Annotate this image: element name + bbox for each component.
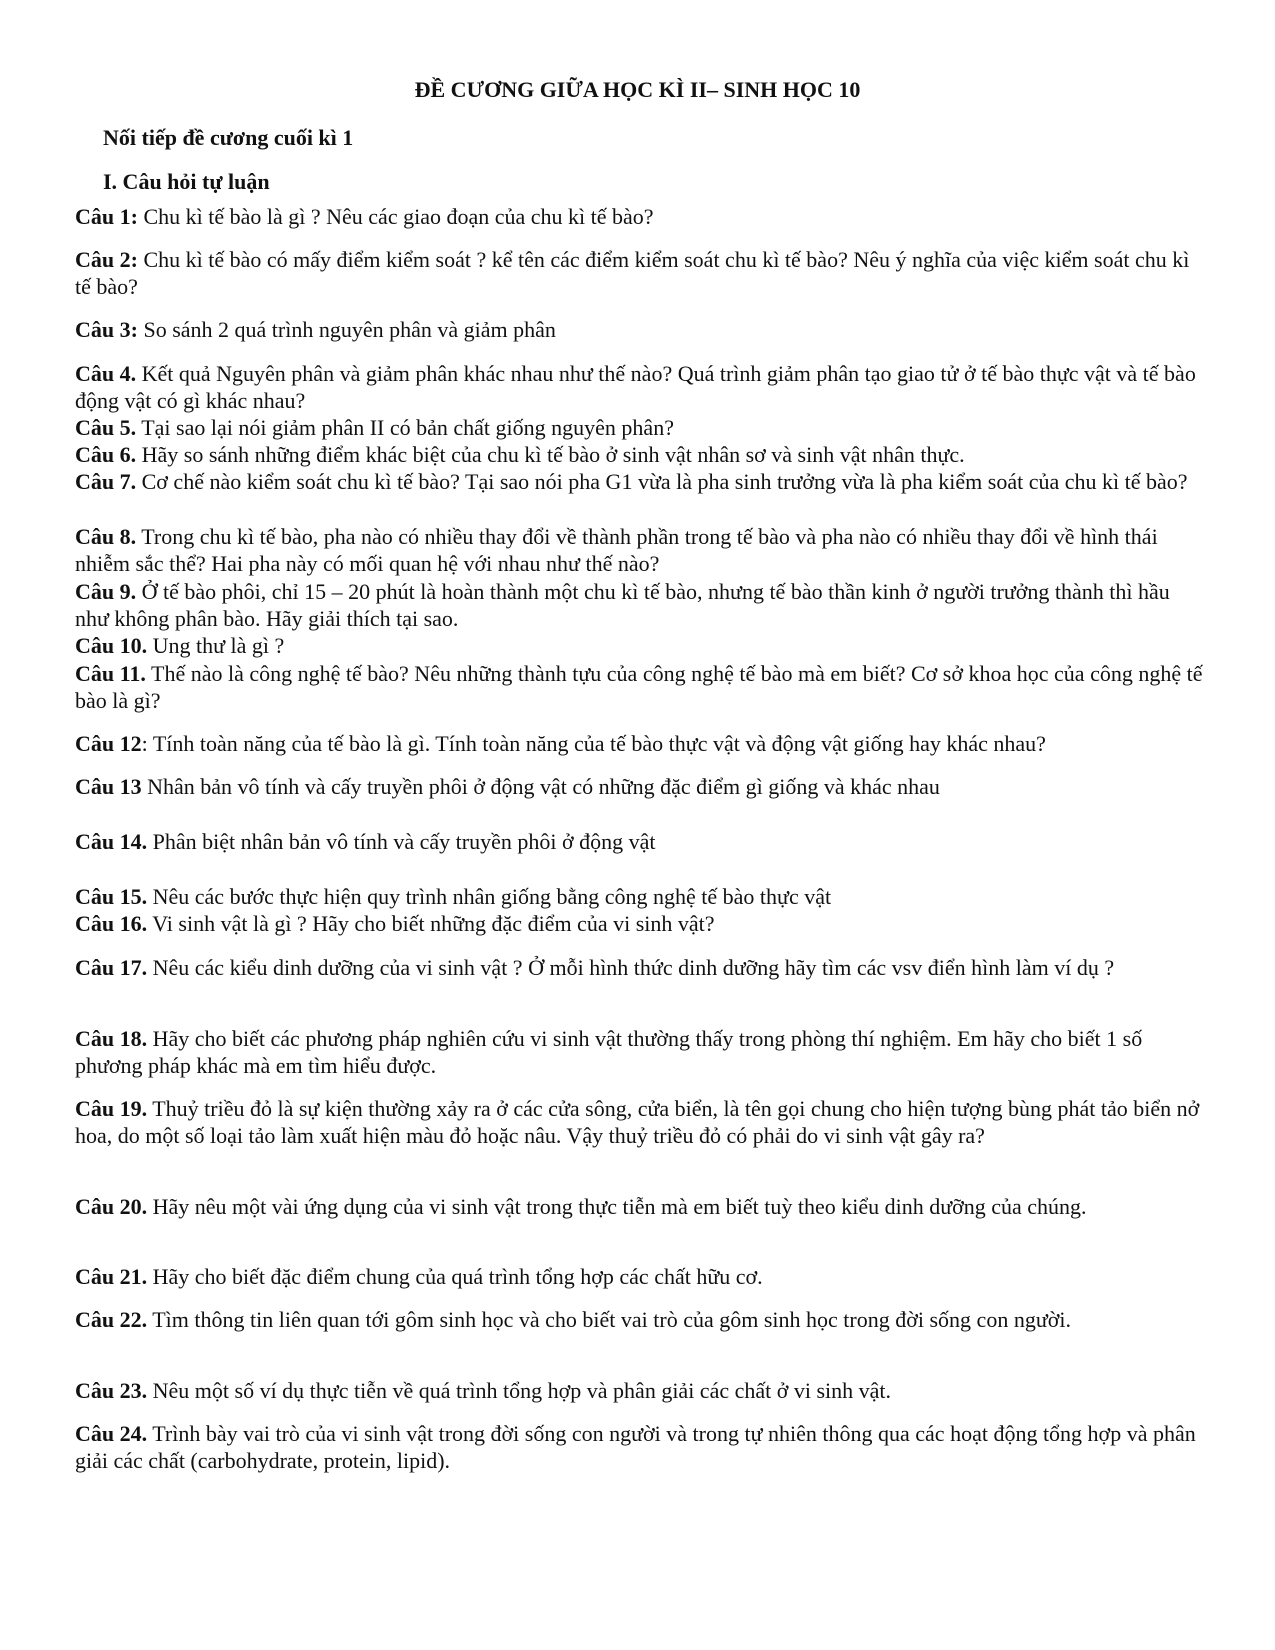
question-text: Hãy nêu một vài ứng dụng của vi sinh vật trong thực tiễn mà em biết tuỳ theo kiểu dinh dưỡng của chúng.: [147, 1194, 1087, 1219]
question-1: [75, 203, 1205, 230]
question-label: Câu 16.: [75, 911, 148, 936]
question-label: Câu 12: [75, 731, 142, 756]
question-24: [75, 1420, 1205, 1474]
document-title: ĐỀ CƯƠNG GIỮA HỌC KÌ II– SINH HỌC 10: [414, 77, 861, 102]
question-13: [75, 773, 1205, 800]
question-15: [75, 883, 1205, 910]
question-label: Câu 13: [75, 774, 142, 799]
question-label: Câu 5.: [75, 415, 137, 440]
question-2: [75, 246, 1205, 300]
question-text: So sánh 2 quá trình nguyên phân và giảm phân: [137, 317, 556, 342]
question-label: Câu 24.: [75, 1421, 148, 1446]
question-label: Câu 4.: [75, 361, 137, 386]
question-text: Phân biệt nhân bản vô tính và cấy truyền phôi ở động vật: [147, 829, 656, 854]
question-12: [75, 730, 1205, 757]
question-23: [75, 1377, 1205, 1404]
question-text: Cơ chế nào kiểm soát chu kì tế bào? Tại sao nói pha G1 vừa là pha sinh trưởng vừa là pha kiểm soát của chu kì tế bào?: [136, 469, 1188, 494]
question-label: Câu 14.: [75, 829, 148, 854]
question-text: Ung thư là gì ?: [147, 633, 285, 658]
question-text: Nêu một số ví dụ thực tiễn về quá trình tổng hợp và phân giải các chất ở vi sinh vật.: [147, 1378, 892, 1403]
question-6: [75, 441, 1205, 468]
question-label: Câu 22.: [75, 1307, 148, 1332]
question-label: Câu 20.: [75, 1194, 148, 1219]
question-label: Câu 8.: [75, 524, 137, 549]
question-text: : Tính toàn năng của tế bào là gì. Tính toàn năng của tế bào thực vật và động vật giống hay khác nhau?: [141, 731, 1046, 756]
section-heading: I. Câu hỏi tự luận: [103, 169, 270, 194]
question-7: [75, 468, 1205, 495]
question-label: Câu 3:: [75, 317, 138, 342]
question-label: Câu 21.: [75, 1264, 148, 1289]
question-text: Chu kì tế bào có mấy điểm kiểm soát ? kể tên các điểm kiểm soát chu kì tế bào? Nêu ý nghĩa của việc kiểm soát chu kì tế bào?: [75, 247, 1190, 299]
question-21: [75, 1263, 1205, 1290]
question-10: [75, 632, 1205, 659]
question-11: [75, 660, 1205, 714]
question-label: Câu 2:: [75, 247, 138, 272]
question-text: Tìm thông tin liên quan tới gôm sinh học và cho biết vai trò của gôm sinh học trong đời sống con người.: [147, 1307, 1071, 1332]
question-text: Hãy so sánh những điểm khác biệt của chu kì tế bào ở sinh vật nhân sơ và sinh vật nhân thực.: [136, 442, 965, 467]
question-20: [75, 1193, 1205, 1220]
question-label: Câu 18.: [75, 1026, 148, 1051]
question-text: Kết quả Nguyên phân và giảm phân khác nhau như thế nào? Quá trình giảm phân tạo giao tử ở tế bào thực vật và tế bào động vật có gì khác nhau?: [75, 361, 1196, 413]
question-label: Câu 10.: [75, 633, 148, 658]
question-text: Chu kì tế bào là gì ? Nêu các giao đoạn của chu kì tế bào?: [137, 204, 654, 229]
question-text: Nêu các kiểu dinh dưỡng của vi sinh vật ? Ở mỗi hình thức dinh dưỡng hãy tìm các vsv điển hình làm ví dụ ?: [147, 955, 1115, 980]
question-label: Câu 11.: [75, 661, 146, 686]
question-text: Thuỷ triều đỏ là sự kiện thường xảy ra ở các cửa sông, cửa biển, là tên gọi chung cho hiện tượng bùng phát tảo biển nở hoa, do một số loại tảo làm xuất hiện màu đỏ hoặc nâu. Vậy thuỷ triều đỏ có phải do vi sinh vật gây ra?: [75, 1096, 1200, 1148]
question-text: Trình bày vai trò của vi sinh vật trong đời sống con người và trong tự nhiên thông qua các hoạt động tổng hợp và phân giải các chất (carbohydrate, protein, lipid).: [75, 1421, 1196, 1473]
question-text: Trong chu kì tế bào, pha nào có nhiều thay đổi về thành phần trong tế bào và pha nào có nhiều thay đổi về hình thái nhiễm sắc thể? Hai pha này có mối quan hệ với nhau như thế nào?: [75, 524, 1158, 576]
question-label: Câu 17.: [75, 955, 148, 980]
question-label: Câu 7.: [75, 469, 137, 494]
question-16: [75, 910, 1205, 937]
question-22: [75, 1306, 1205, 1333]
question-4: [75, 360, 1205, 414]
question-18: [75, 1025, 1205, 1079]
question-label: Câu 19.: [75, 1096, 148, 1121]
question-text: Ở tế bào phôi, chỉ 15 – 20 phút là hoàn thành một chu kì tế bào, nhưng tế bào thần kinh ở người trưởng thành thì hầu như không phân bào. Hãy giải thích tại sao.: [75, 579, 1170, 631]
question-text: Thế nào là công nghệ tế bào? Nêu những thành tựu của công nghệ tế bào mà em biết? Cơ sở khoa học của công nghệ tế bào là gì?: [75, 661, 1203, 713]
question-label: Câu 15.: [75, 884, 148, 909]
question-text: Tại sao lại nói giảm phân II có bản chất giống nguyên phân?: [136, 415, 674, 440]
question-label: Câu 9.: [75, 579, 137, 604]
question-19: [75, 1095, 1205, 1149]
question-text: Nhân bản vô tính và cấy truyền phôi ở động vật có những đặc điểm gì giống và khác nhau: [141, 774, 940, 799]
question-text: Vi sinh vật là gì ? Hãy cho biết những đặc điểm của vi sinh vật?: [147, 911, 715, 936]
question-9: [75, 578, 1205, 632]
question-3: [75, 316, 1205, 343]
question-5: [75, 414, 1205, 441]
question-label: Câu 23.: [75, 1378, 148, 1403]
question-label: Câu 6.: [75, 442, 137, 467]
question-text: Hãy cho biết các phương pháp nghiên cứu vi sinh vật thường thấy trong phòng thí nghiệm. Em hãy cho biết 1 số phương pháp khác mà em tìm hiểu được.: [75, 1026, 1143, 1078]
question-8: [75, 523, 1205, 577]
question-text: Nêu các bước thực hiện quy trình nhân giống bằng công nghệ tế bào thực vật: [147, 884, 832, 909]
question-label: Câu 1:: [75, 204, 138, 229]
question-text: Hãy cho biết đặc điểm chung của quá trình tổng hợp các chất hữu cơ.: [147, 1264, 763, 1289]
document-subtitle: Nối tiếp đề cương cuối kì 1: [103, 125, 354, 150]
question-17: [75, 954, 1205, 981]
question-14: [75, 828, 1205, 855]
